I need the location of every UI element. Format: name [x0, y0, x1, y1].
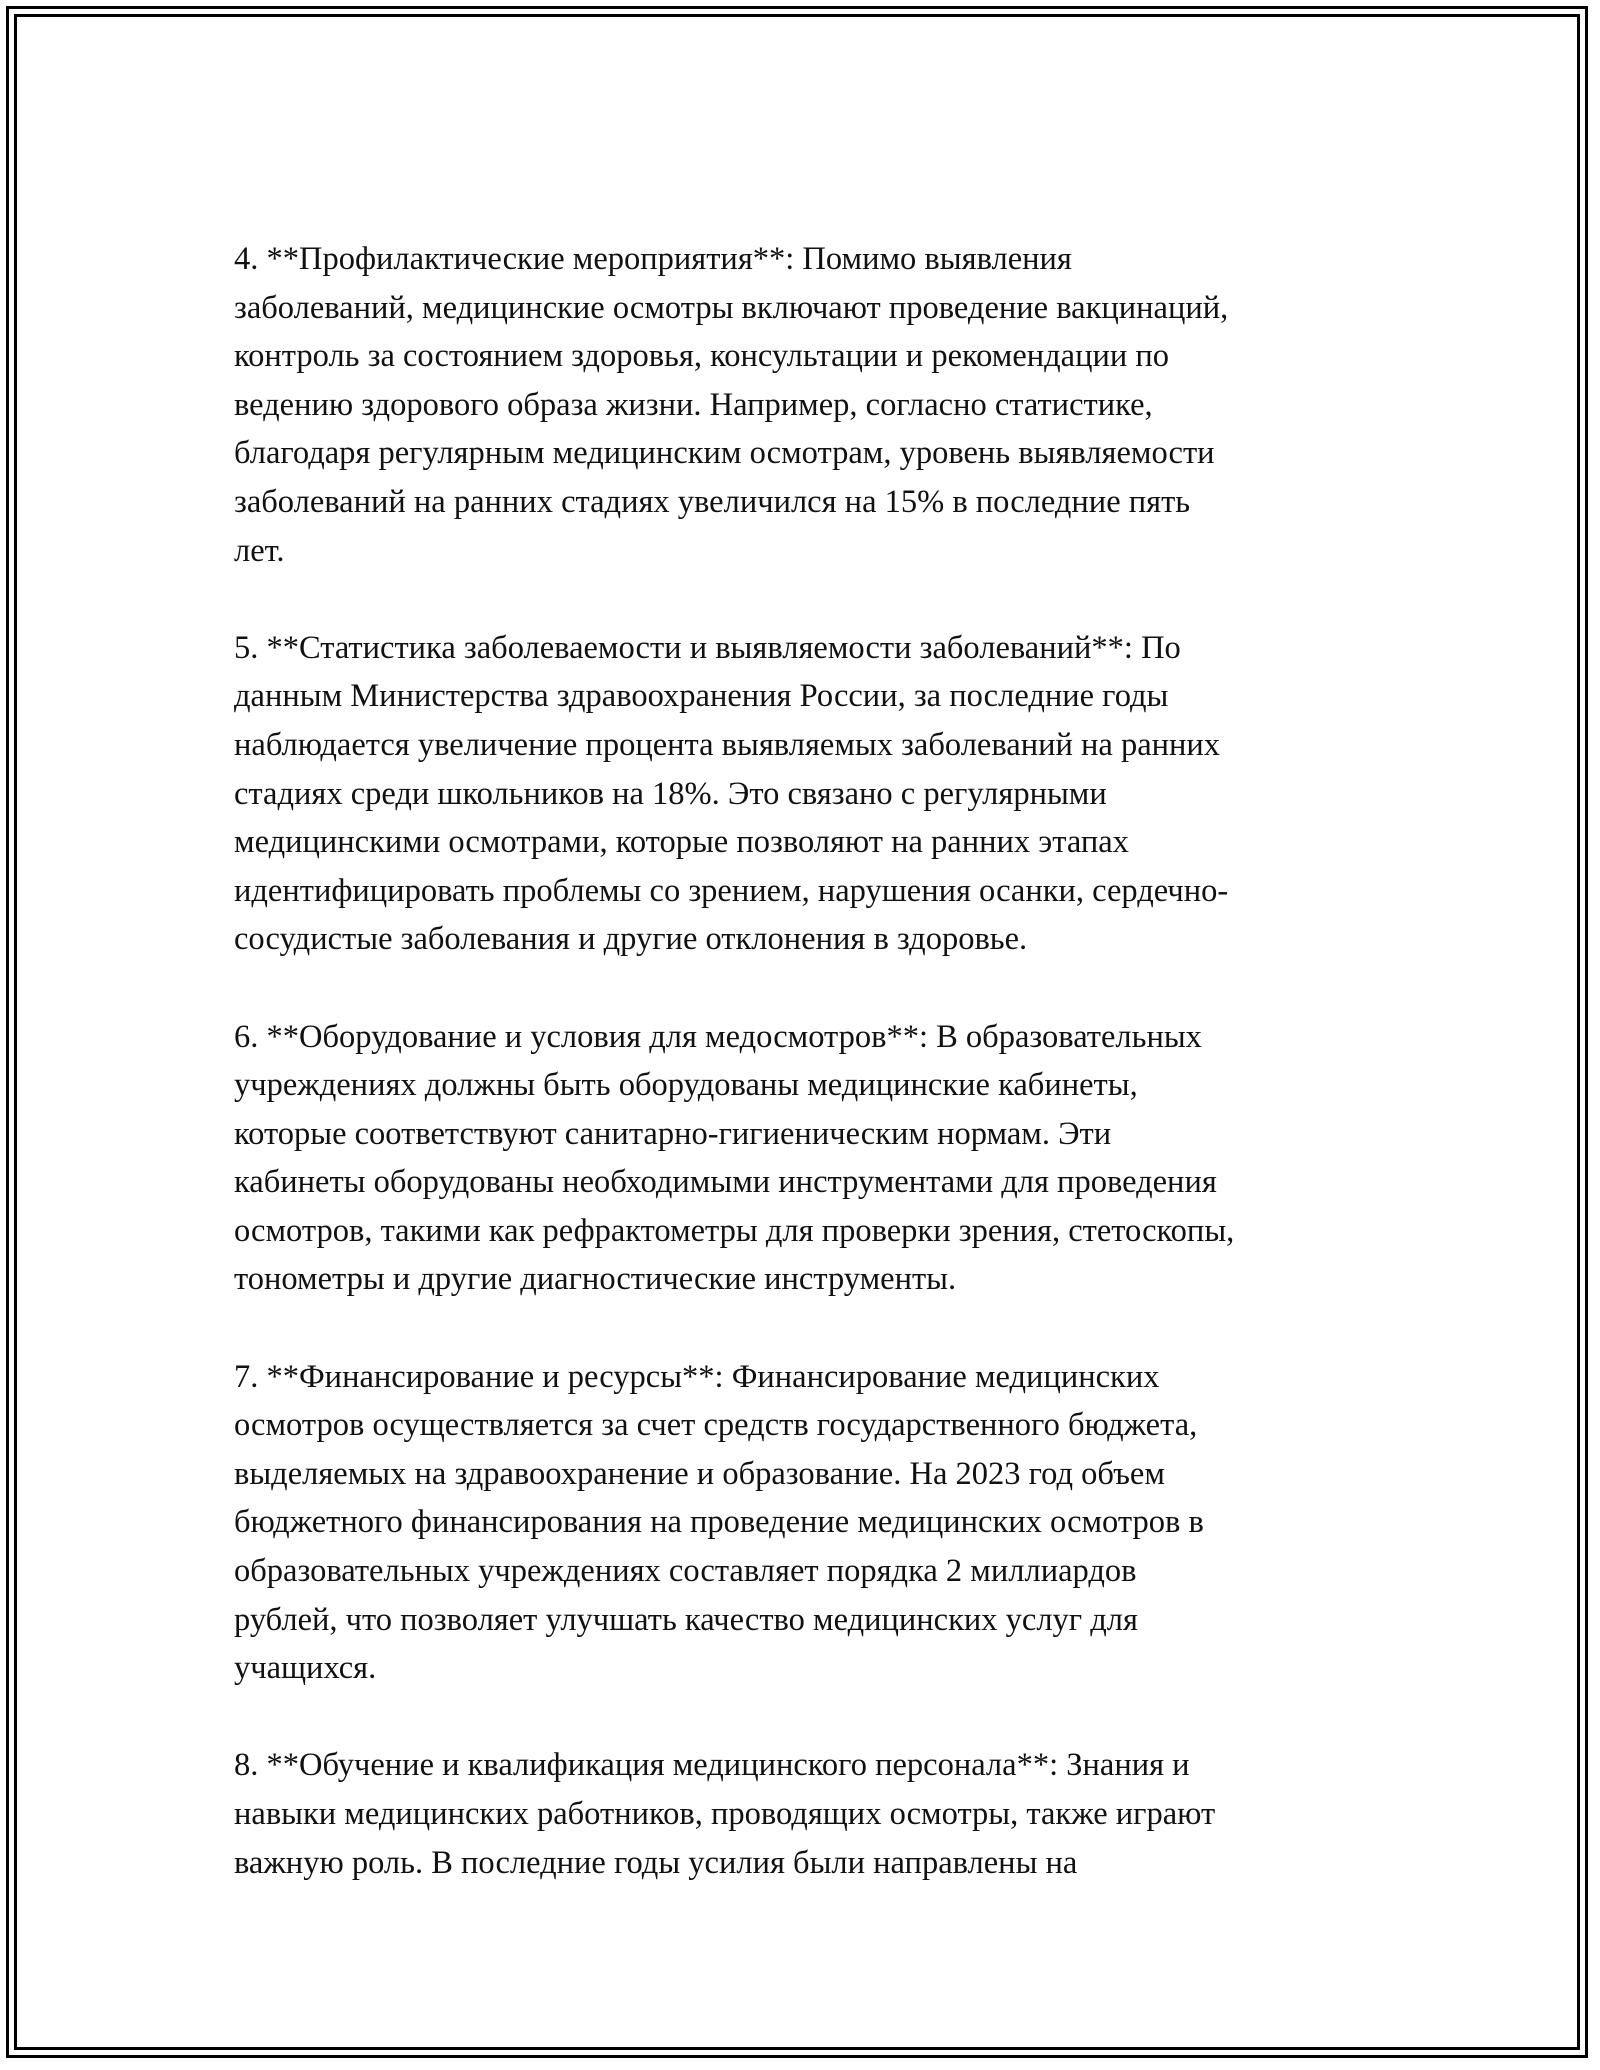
text-line: учащихся.: [234, 1650, 377, 1687]
text-line: благодаря регулярным медицинским осмотрам, уровень выявляемости: [234, 435, 1215, 472]
text-line: 5. **Статистика заболеваемости и выявляемости заболеваний**: По: [234, 629, 1181, 666]
text-line: рублей, что позволяет улучшать качество медицинских услуг для: [234, 1601, 1138, 1638]
paragraph-item-7: [234, 1353, 1374, 1693]
text-line: осмотров осуществляется за счет средств государственного бюджета,: [234, 1407, 1198, 1444]
text-line: 6. **Оборудование и условия для медосмотров**: В образовательных: [234, 1018, 1202, 1055]
document-body: [234, 235, 1374, 1936]
text-line: данным Министерства здравоохранения России, за последние годы: [234, 678, 1169, 715]
text-line: лет.: [234, 532, 285, 569]
text-line: кабинеты оборудованы необходимыми инструментами для проведения: [234, 1164, 1217, 1201]
text-line: стадиях среди школьников на 18%. Это связано с регулярными: [234, 775, 1107, 812]
text-line: осмотров, такими как рефрактометры для проверки зрения, стетоскопы,: [234, 1212, 1235, 1249]
paragraph-item-4: [234, 235, 1374, 575]
text-line: навыки медицинских работников, проводящих осмотры, также играют: [234, 1796, 1216, 1832]
paragraph-item-8: [234, 1741, 1374, 1887]
text-line: 8. **Обучение и квалификация медицинского персонала**: Знания и: [234, 1747, 1190, 1784]
text-line: заболеваний, медицинские осмотры включают проведение вакцинаций,: [234, 289, 1229, 326]
text-line: идентифицировать проблемы со зрением, нарушения осанки, сердечно-: [234, 872, 1229, 909]
paragraph-item-5: [234, 624, 1374, 964]
text-line: образовательных учреждениях составляет порядка 2 миллиардов: [234, 1553, 1137, 1590]
text-line: выделяемых на здравоохранение и образование. На 2023 год объем: [234, 1455, 1165, 1492]
text-line: тонометры и другие диагностические инструменты.: [234, 1261, 957, 1298]
text-line: медицинскими осмотрами, которые позволяют на ранних этапах: [234, 824, 1129, 861]
text-line: сосудистые заболевания и другие отклонения в здоровье.: [234, 921, 1028, 958]
paragraph-item-6: [234, 1013, 1374, 1305]
text-line: контроль за состоянием здоровья, консультации и рекомендации по: [234, 338, 1170, 375]
text-line: учреждениях должны быть оборудованы медицинские кабинеты,: [234, 1067, 1138, 1104]
text-line: которые соответствуют санитарно-гигиеническим нормам. Эти: [234, 1115, 1112, 1152]
text-line: наблюдается увеличение процента выявляемых заболеваний на ранних: [234, 726, 1221, 763]
text-line: 4. **Профилактические мероприятия**: Помимо выявления: [234, 241, 1072, 277]
text-line: важную роль. В последние годы усилия были направлены на: [234, 1844, 1078, 1881]
text-line: бюджетного финансирования на проведение медицинских осмотров в: [234, 1504, 1204, 1541]
text-line: ведению здорового образа жизни. Например, согласно статистике,: [234, 386, 1153, 423]
text-line: заболеваний на ранних стадиях увеличился на 15% в последние пять: [234, 483, 1191, 520]
text-line: 7. **Финансирование и ресурсы**: Финансирование медицинских: [234, 1358, 1160, 1395]
